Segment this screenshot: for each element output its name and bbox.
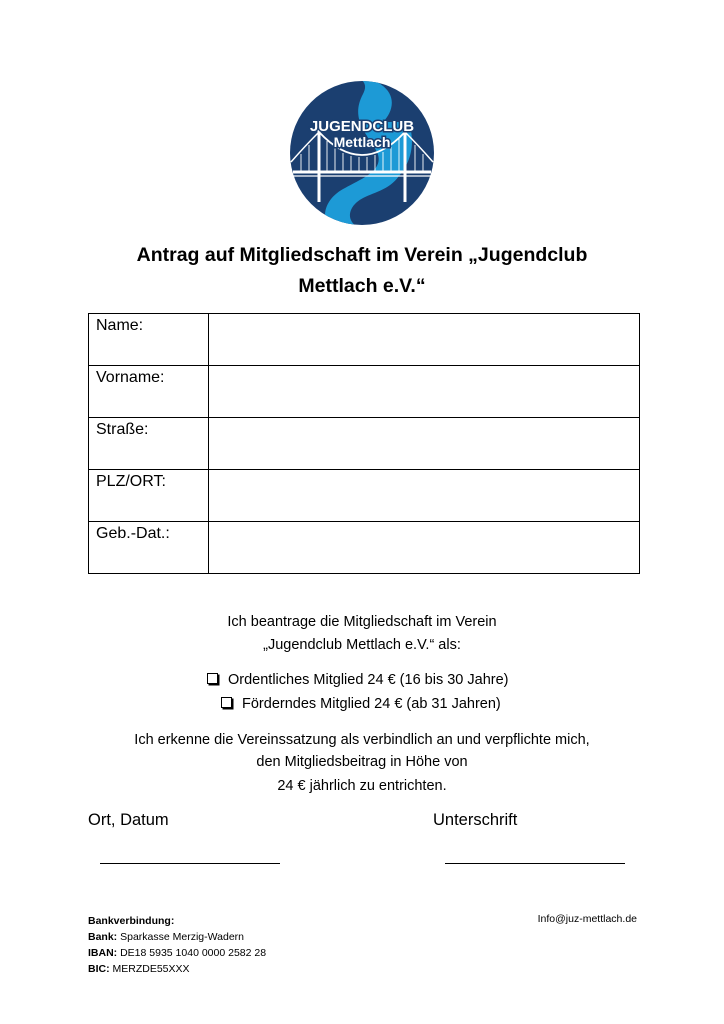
table-row-vorname: [89, 366, 640, 418]
declaration-line-1: Ich erkenne die Vereinssatzung als verbindlich an und verpflichte mich,: [134, 732, 590, 748]
bank-heading: Bankverbindung:: [88, 915, 175, 927]
intro-line-2: „Jugendclub Mettlach e.V.“ als:: [263, 637, 461, 653]
page-title: Antrag auf Mitgliedschaft im Verein „Jugendclub Mettlach e.V.“: [136, 244, 588, 297]
option-ordentlich-label: Ordentliches Mitglied 24 € (16 bis 30 Jahre): [228, 672, 509, 688]
geburtsdatum-field[interactable]: [209, 522, 640, 574]
iban-value: DE18 5935 1040 0000 2582 28: [117, 947, 267, 959]
bank-name-row: [88, 929, 266, 945]
table-row-name: [89, 314, 640, 366]
logo-text-line2: Mettlach: [333, 134, 391, 150]
declaration-line-2: den Mitgliedsbeitrag in Höhe von: [256, 754, 468, 770]
strasse-field[interactable]: [209, 418, 640, 470]
table-row-geburtsdatum: [89, 522, 640, 574]
name-field[interactable]: [209, 314, 640, 366]
bic-row: [88, 961, 266, 977]
iban-row: [88, 945, 266, 961]
table-row-plz-ort: [89, 470, 640, 522]
plz-ort-label: PLZ/ORT:: [89, 470, 209, 522]
declaration-line-3: 24 € jährlich zu entrichten.: [277, 778, 447, 794]
strasse-label: Straße:: [89, 418, 209, 470]
option-foerdernd[interactable]: [221, 693, 501, 715]
checkbox-foerdernd[interactable]: [221, 697, 232, 708]
bic-value: MERZDE55XXX: [109, 963, 190, 975]
geburtsdatum-label: Geb.-Dat.:: [89, 522, 209, 574]
bank-name-value: Sparkasse Merzig-Wadern: [117, 931, 245, 943]
jugendclub-logo: [289, 80, 435, 226]
member-data-table: [88, 313, 640, 574]
bank-name-label: Bank:: [88, 931, 118, 943]
plz-ort-field[interactable]: [209, 470, 640, 522]
vorname-field[interactable]: [209, 366, 640, 418]
bic-label: BIC:: [88, 963, 110, 975]
signature-label: Unterschrift: [433, 811, 518, 829]
table-row-strasse: [89, 418, 640, 470]
contact-email[interactable]: Info@juz-mettlach.de: [537, 913, 637, 925]
place-date-label: Ort, Datum: [88, 811, 169, 829]
place-date-line[interactable]: [100, 863, 280, 864]
iban-label: IBAN:: [88, 947, 118, 959]
option-ordentlich[interactable]: [207, 669, 508, 691]
bank-details: [88, 913, 266, 977]
logo-text-line1: JUGENDCLUB: [309, 118, 415, 135]
vorname-label: Vorname:: [89, 366, 209, 418]
name-label: Name:: [89, 314, 209, 366]
intro-line-1: Ich beantrage die Mitgliedschaft im Verein: [227, 614, 497, 630]
signature-line[interactable]: [445, 863, 625, 864]
checkbox-ordentlich[interactable]: [207, 673, 218, 684]
option-foerdernd-label: Förderndes Mitglied 24 € (ab 31 Jahren): [242, 696, 501, 712]
